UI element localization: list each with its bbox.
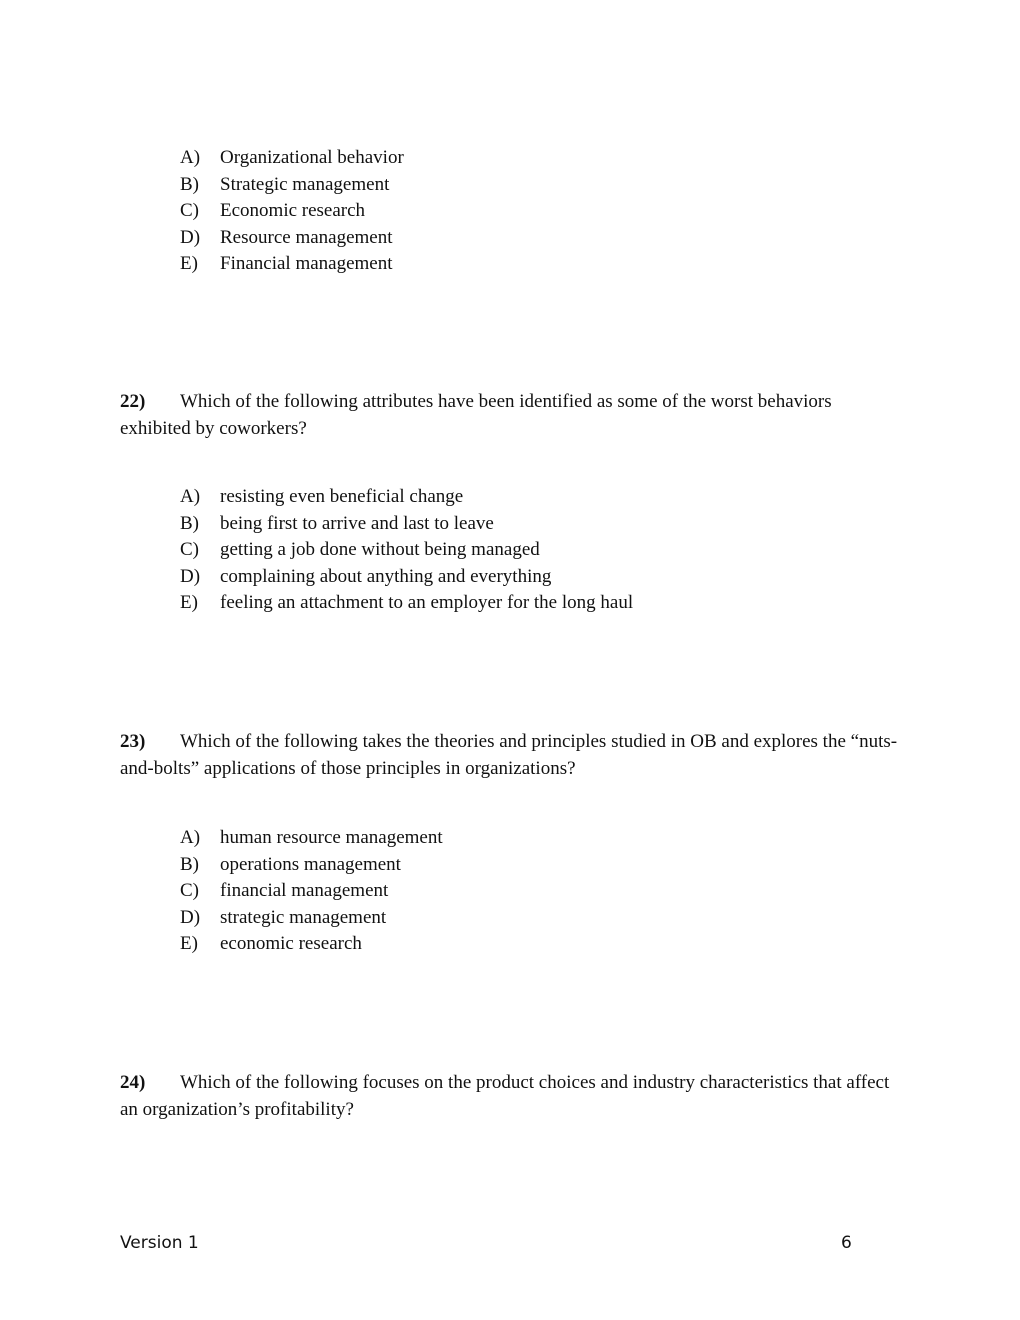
option-letter: E) [180,253,198,274]
option-letter: D) [180,226,201,248]
question-22-options [180,484,633,617]
option-letter: C) [180,880,199,901]
option-text: human resource management [220,827,443,848]
option [180,590,633,617]
question-24 [120,1069,900,1123]
option [180,931,443,958]
option [180,145,404,172]
option-letter: A) [180,486,201,507]
question-22 [120,388,900,442]
option-text: strategic management [220,906,387,928]
option [180,198,404,225]
option-letter: C) [180,200,199,221]
option-text: getting a job done without being managed [220,539,540,560]
option [180,825,443,852]
question-text: Which of the following attributes have been identified as some of the worst behaviors exhibited by coworkers? [120,391,832,439]
option-letter: D) [180,906,201,928]
option-letter: C) [180,539,199,560]
option-text: Economic research [220,200,366,221]
question-text: Which of the following takes the theories and principles studied in OB and explores the “nuts-and-bolts” applications of those principles in organizations? [120,731,898,779]
option-text: Organizational behavior [220,147,404,168]
option [180,484,633,511]
footer-page-number: 6 [841,1233,852,1253]
option-letter: B) [180,512,199,534]
option-text: economic research [220,933,362,954]
question-number: 24) [120,1072,146,1093]
option [180,225,404,252]
option [180,905,443,932]
option-text: feeling an attachment to an employer for the long haul [220,592,634,613]
question-text: Which of the following focuses on the product choices and industry characteristics that affect an organization’s profitability? [120,1072,890,1120]
question-number: 22) [120,391,146,412]
option-text: complaining about anything and everything [220,565,552,587]
option-text: being first to arrive and last to leave [220,512,494,534]
option [180,537,633,564]
option [180,511,633,538]
option-text: financial management [220,880,389,901]
option-letter: B) [180,853,199,875]
option-text: operations management [220,853,401,875]
option [180,852,443,879]
option [180,251,404,278]
continued-options-list [180,145,404,278]
question-23-options [180,825,443,958]
option [180,878,443,905]
option-letter: D) [180,565,201,587]
option-letter: E) [180,592,198,613]
footer-version: Version 1 [120,1233,199,1253]
option-text: resisting even beneficial change [220,486,464,507]
option-letter: E) [180,933,198,954]
option-letter: B) [180,173,199,195]
option-text: Financial management [220,253,393,274]
question-number: 23) [120,731,146,752]
option-letter: A) [180,147,201,168]
option [180,172,404,199]
option-text: Resource management [220,226,393,248]
option [180,564,633,591]
question-23 [120,728,900,782]
option-letter: A) [180,827,201,848]
option-text: Strategic management [220,173,390,195]
